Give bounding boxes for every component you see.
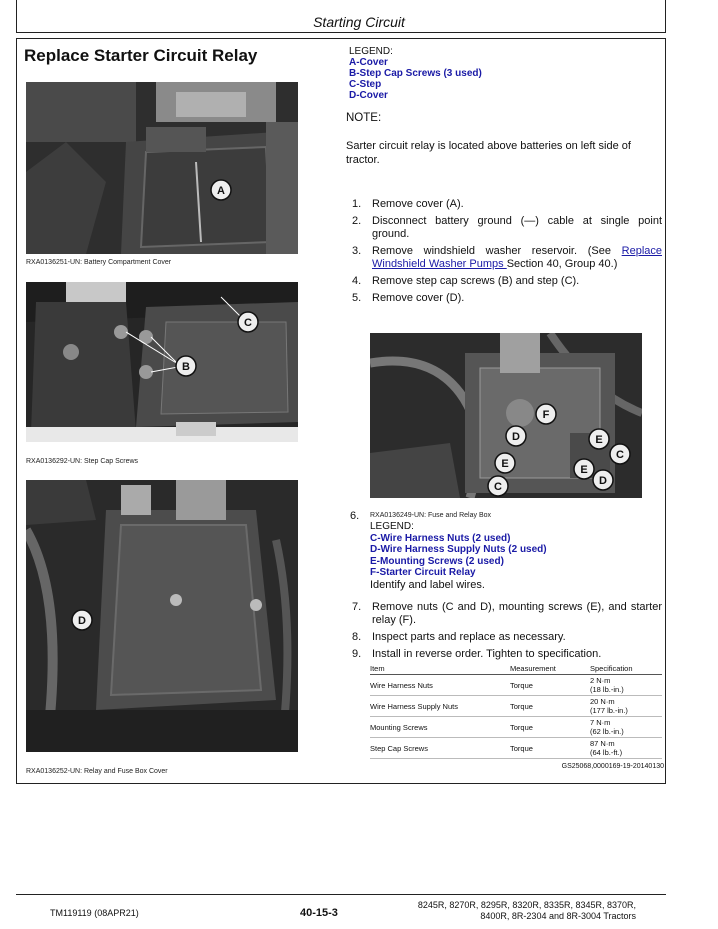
step-number: 2. [352,215,362,227]
step-text: Disconnect battery ground (—) cable at single point ground. [372,215,662,240]
figure-caption: RXA0136292-UN: Step Cap Screws [26,458,139,465]
step-text: Remove cover (A). [372,198,464,210]
step-text: Remove step cap screws (B) and step (C). [372,275,580,287]
legend-item: E-Mounting Screws (2 used) [370,555,504,567]
step-item [352,631,662,644]
callout-b-label: B [182,361,190,373]
step-text-part: Remove windshield washer reservoir. (See [372,245,622,257]
figure-caption: RXA0136252-UN: Relay and Fuse Box Cover [26,768,168,775]
spec-imperial: (177 lb.-in.) [590,706,628,715]
step-item [352,215,662,241]
measurement-cell: Torque [510,696,590,717]
photo-fuse-relay-box [370,333,642,498]
legend-item: C-Step [349,79,382,90]
photo-step-cap-screws [26,282,298,442]
legend-item: D-Wire Harness Supply Nuts (2 used) [370,544,547,555]
item-cell: Step Cap Screws [370,738,510,759]
table-row [370,717,662,738]
item-cell: Wire Harness Supply Nuts [370,696,510,717]
step-item [352,648,662,661]
table-header-row [370,663,662,675]
figure-caption: RXA0136249-UN: Fuse and Relay Box [370,512,492,519]
footer-page-number: 40-15-3 [300,907,338,919]
spec-metric: 87 N·m [590,739,615,748]
step-number: 5. [352,292,362,304]
legend [349,46,482,101]
spec-imperial: (64 lb.-ft.) [590,748,623,757]
figure-caption: RXA0136251-UN: Battery Compartment Cover [26,259,172,266]
step-item [352,292,662,305]
legend-item: F-Starter Circuit Relay [370,567,476,578]
footer-rule [16,894,666,895]
step-text: Identify and label wires. [370,578,485,591]
legend-item: D-Cover [349,90,388,101]
callout-c-label: C [494,481,502,493]
callout-f-label: F [542,409,550,421]
callout-e-label: E [595,434,603,446]
footer-doc-id: TM119119 (08APR21) [50,908,139,918]
step-number: 9. [352,648,362,660]
procedure-steps [352,198,662,309]
step-text [372,245,662,271]
step-item [352,198,662,211]
callout-e-label: E [501,458,509,470]
step-text: Install in reverse order. Tighten to specification. [372,648,602,660]
spec-metric: 2 N·m [590,676,611,685]
legend-item: B-Step Cap Screws (3 used) [349,68,482,79]
specification-cell [590,675,662,696]
procedure-steps [352,601,662,665]
column-header: Item [370,663,510,675]
torque-spec-table [370,663,662,759]
footer-models-line: 8245R, 8270R, 8295R, 8320R, 8335R, 8345R, 8370R, [417,900,636,910]
step-number: 3. [352,245,362,257]
spec-imperial: (18 lb.-in.) [590,685,624,694]
callout-e-label: E [580,464,588,476]
note-label: NOTE: [346,112,382,124]
callout-c-label: C [244,317,252,329]
legend-heading: LEGEND: [370,521,414,532]
step-number: 4. [352,275,362,287]
callout-d-label: D [78,615,86,627]
photo-relay-fuse-box-cover [26,480,298,752]
step-number: 8. [352,631,362,643]
document-code: GS25068,0000169-19-20140130 [561,763,664,770]
legend-heading: LEGEND: [349,46,393,57]
spec-imperial: (62 lb.-in.) [590,727,624,736]
table-row [370,696,662,717]
section-title: Replace Starter Circuit Relay [24,46,258,65]
specification-cell [590,738,662,759]
callout-d-label: D [512,431,520,443]
photo-battery-compartment-cover [26,82,298,254]
measurement-cell: Torque [510,717,590,738]
link-replace-windshield-washer-pumps[interactable]: Replace Windshield Washer Pumps [372,245,662,270]
measurement-cell: Torque [510,738,590,759]
header-title: Starting Circuit [313,14,405,30]
step-text: Remove nuts (C and D), mounting screws (E), and starter relay (F). [372,601,662,626]
legend-item: A-Cover [349,57,388,68]
table-row [370,738,662,759]
spec-metric: 7 N·m [590,718,611,727]
step-number: 1. [352,198,362,210]
step-text: Remove cover (D). [372,292,465,304]
note-text: Sarter circuit relay is located above batteries on left side of tractor. [346,140,631,166]
callout-a-label: A [217,185,225,197]
specification-cell [590,717,662,738]
step-item [352,275,662,288]
step-item [352,601,662,627]
spec-metric: 20 N·m [590,697,615,706]
callout-c-label: C [616,449,624,461]
step-text: Inspect parts and replace as necessary. [372,631,566,643]
column-header: Measurement [510,663,590,675]
step-number: 6. [350,510,360,522]
step-number: 7. [352,601,362,613]
callout-d-label: D [599,475,607,487]
column-header: Specification [590,663,662,675]
step-text-part: Section 40, Group 40.) [506,258,618,270]
footer-models [406,900,636,922]
table-row [370,675,662,696]
legend-item: C-Wire Harness Nuts (2 used) [370,532,511,544]
item-cell: Mounting Screws [370,717,510,738]
step-item [352,245,662,271]
measurement-cell: Torque [510,675,590,696]
specification-cell [590,696,662,717]
item-cell: Wire Harness Nuts [370,675,510,696]
step6-legend [370,521,547,591]
footer-models-line: 8400R, 8R-2304 and 8R-3004 Tractors [480,911,636,921]
